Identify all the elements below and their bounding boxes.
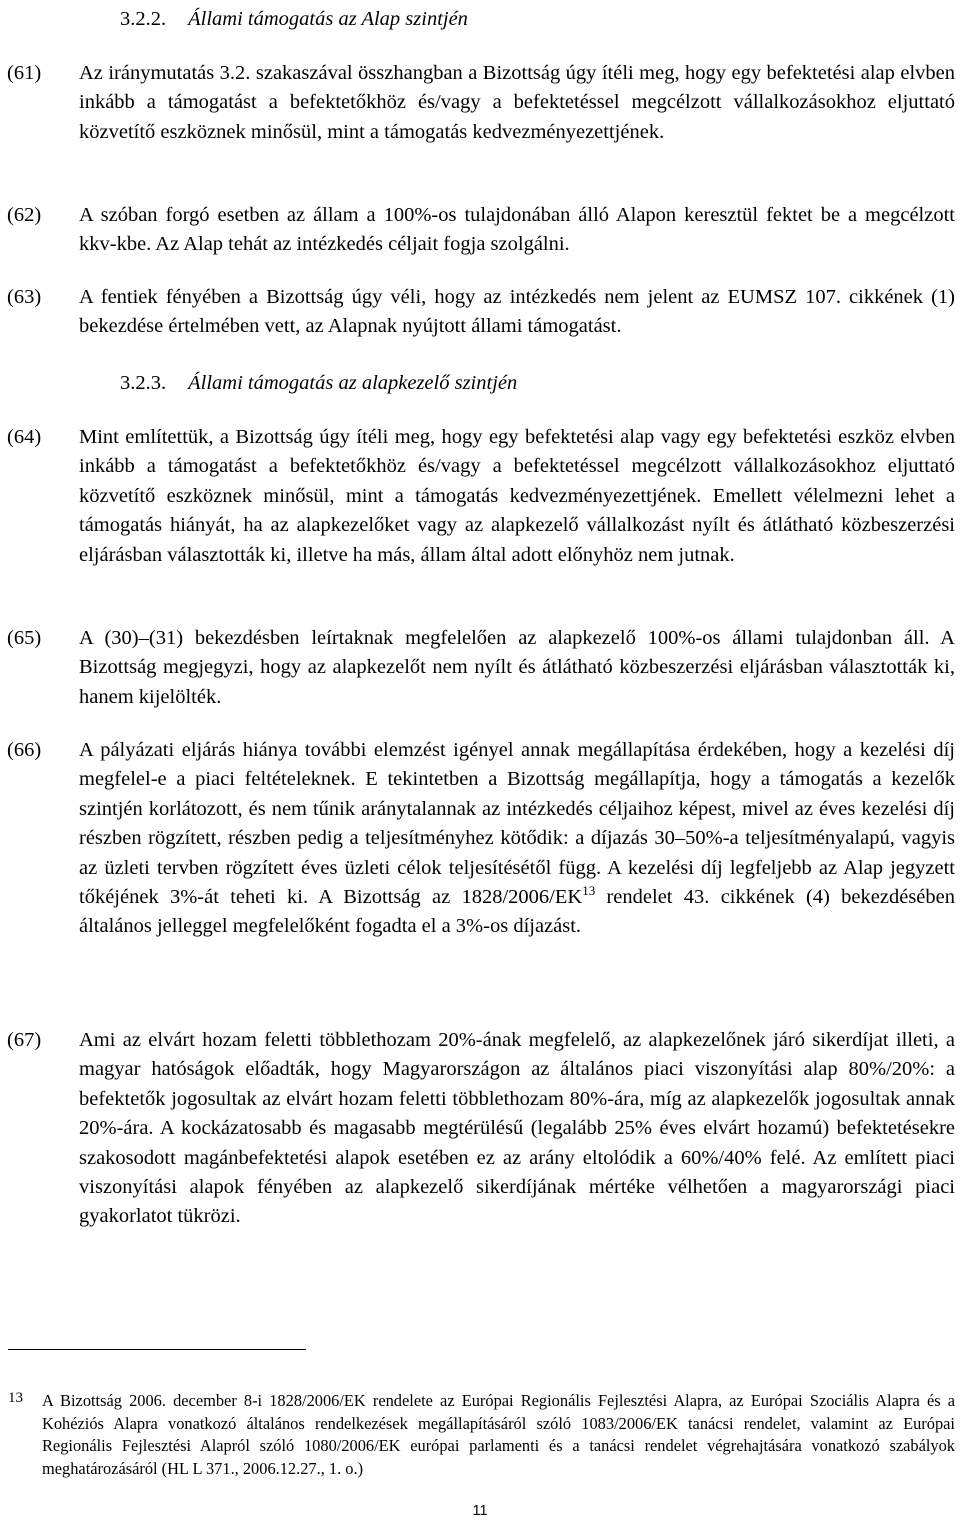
paragraph-number: (62) xyxy=(7,204,42,226)
section-title: Állami támogatás az alapkezelő szintjén xyxy=(188,372,518,394)
section-number: 3.2.3. xyxy=(120,372,167,394)
paragraph-text: Ami az elvárt hozam feletti többlethozam 20%-ának megfelelő, az alapkezelőnek járó sikerdíjat illeti, a magyar hatóságok előadták, hogy Magyarországon az általános piaci viszonyítási alap 80%/20%: a befektetők jogosultak az elvárt hozam feletti többlethozam 80%-ára, míg az alapkezelők jogosultak annak 20%-ára. A kockázatosabb és magasabb megtérülésű (legalább 25% éves elvárt hozamú) befektetésekre szakosodott magánbefektetési alapok esetében ez az arány eltolódik a 60%/40% felé. Az említett piaci viszonyítási alapok fényében az alapkezelő sikerdíjának mértéke vélhetően a magyarországi piaci gyakorlatot tükrözi. xyxy=(79,1029,955,1228)
footnote-divider xyxy=(8,1349,306,1350)
paragraph-text: Az iránymutatás 3.2. szakaszával összhangban a Bizottság úgy ítéli meg, hogy egy befektetési alap elvben inkább a támogatást a befektetőkhöz és/vagy a befektetéssel megcélzott vállalkozásokhoz eljuttató közvetítő eszköznek minősül, mint a támogatás kedvezményezettjének. xyxy=(79,62,955,143)
paragraph-text: Mint említettük, a Bizottság úgy ítéli meg, hogy egy befektetési alap vagy egy befektetési eszköz elvben inkább a támogatást a befektetőkhöz és/vagy a befektetéssel megcélzott vállalkozásokhoz eljuttató közvetítő eszköznek minősül, mint a támogatás kedvezményezettjének. Emellett vélelmezni lehet a támogatás hiányát, ha az alapkezelőket vagy az alapkezelő vállalkozást nyílt és átlátható közbeszerzési eljárásban választották ki, illetve ha más, állam által adott előnyhöz nem jutnak. xyxy=(79,426,955,566)
paragraph-text: A szóban forgó esetben az állam a 100%-os tulajdonában álló Alapon keresztül fektet be a megcélzott kkv-kbe. Az Alap tehát az intézkedés céljait fogja szolgálni. xyxy=(79,204,955,256)
paragraph-number: (65) xyxy=(7,627,42,649)
paragraph-text: A (30)–(31) bekezdésben leírtaknak megfelelően az alapkezelő 100%-os állami tulajdonban áll. A Bizottság megjegyzi, hogy az alapkezelőt nem nyílt és átlátható közbeszerzési eljárásban választották ki, hanem kijelölték. xyxy=(79,627,955,708)
paragraph-number: (66) xyxy=(7,739,42,761)
paragraph-number: (61) xyxy=(7,62,42,84)
page-number: 11 xyxy=(472,1503,488,1519)
footnote-text: A Bizottság 2006. december 8-i 1828/2006/EK rendelete az Európai Regionális Fejlesztési Alapra, az Európai Szociális Alapra és a Kohéziós Alapra vonatkozó általános rendelkezések megállapításáról szóló 1083/2006/EK tanácsi rendelet, valamint az Európai Regionális Fejlesztési Alapról szóló 1080/2006/EK európai parlamenti és a tanácsi rendelet végrehajtására vonatkozó szabályok meghatározásáról (HL L 371., 2006.12.27., 1. o.) xyxy=(42,1391,955,1478)
paragraph-text-part: A pályázati eljárás hiánya további elemzést igényel annak megállapítása érdekében, hogy a kezelési díj megfelel-e a piaci feltételeknek. E tekintetben a Bizottság megállapítja, hogy a támogatás a kezelők szintjén korlátozott, és nem tűnik aránytalannak az intézkedés céljaihoz képest, mivel az éves kezelési díj részben rögzített, részben pedig a teljesítményhez kötődik: a díjazás 30–50%-a teljesítményalapú, vagyis az üzleti tervben rögzített éves üzleti célok teljesítésétől függ. A kezelési díj legfeljebb az Alap jegyzett tőkéjének 3%-át teheti ki. A Bizottság az 1828/2006/EK xyxy=(79,739,955,909)
paragraph-number: (67) xyxy=(7,1029,42,1051)
paragraph-number: (63) xyxy=(7,286,42,308)
footnote-reference[interactable]: 13 xyxy=(582,883,596,899)
section-heading xyxy=(120,370,517,396)
section-number: 3.2.2. xyxy=(120,8,167,30)
paragraph-text: A fentiek fényében a Bizottság úgy véli, hogy az intézkedés nem jelent az EUMSZ 107. cikkének (1) bekezdése értelmében vett, az Alapnak nyújtott állami támogatást. xyxy=(79,286,955,338)
paragraph-text xyxy=(79,736,955,942)
paragraph-text-part: rendelet 43. cikkének (4) bekezdésében általános jelleggel megfelelőként fogadta el a 3%-os díjazást. xyxy=(79,886,956,938)
footnote-number: 13 xyxy=(8,1390,23,1406)
section-title: Állami támogatás az Alap szintjén xyxy=(188,8,468,30)
section-heading xyxy=(120,6,468,32)
paragraph-number: (64) xyxy=(7,426,42,448)
